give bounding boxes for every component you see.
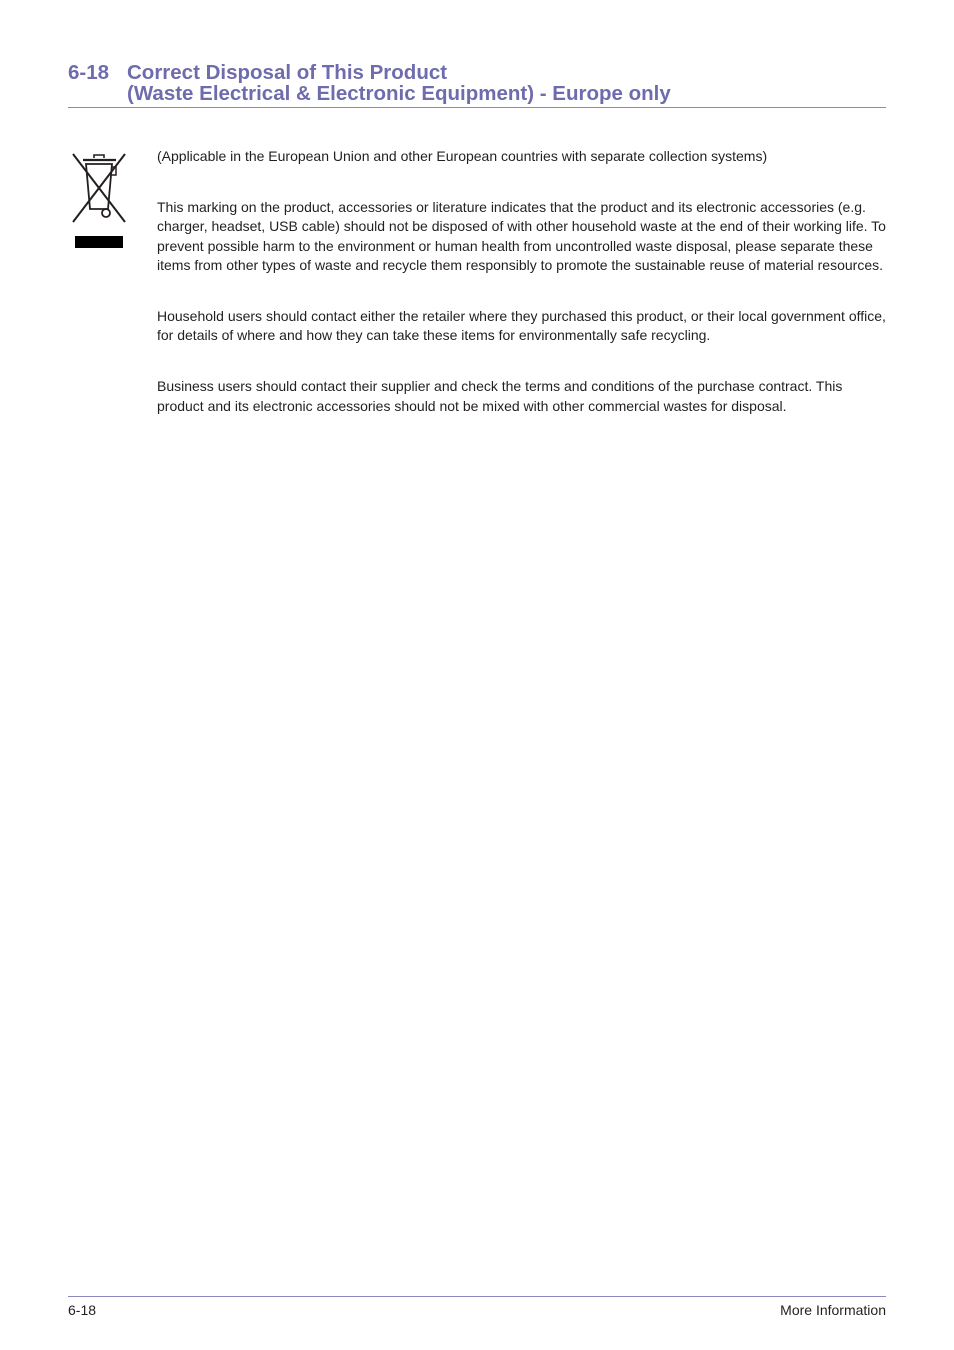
title-line-1: Correct Disposal of This Product [127,61,448,84]
paragraph-applicability: (Applicable in the European Union and other European countries with separate collection systems) [157,148,768,164]
section-title [68,62,886,104]
section-number: 6-18 [68,61,110,84]
footer-page-number: 6-18 [68,1302,97,1318]
weee-crossed-out-bin-icon [70,151,128,251]
paragraph-business-users: Business users should contact their supplier and check the terms and conditions of the purchase contract. This product and its electronic accessories should not be mixed with other commercial wastes for disposal. [157,378,843,414]
paragraph-household-users: Household users should contact either the retailer where they purchased this product, or their local government office, for details of where and how they can take these items for environmentally safe recycling. [157,308,886,344]
page-footer [68,1296,886,1319]
title-line-2: (Waste Electrical & Electronic Equipment) - Europe only [127,82,671,105]
disposal-content [157,147,886,448]
paragraph-marking: This marking on the product, accessories or literature indicates that the product and its electronic accessories (e.g. charger, headset, USB cable) should not be disposed of with other household waste at the end of their working life. To prevent possible harm to the environment or human health from uncontrolled waste disposal, please separate these items from other types of waste and recycle them responsibly to promote the sustainable reuse of material resources. [157,199,886,273]
title-lines [127,62,671,104]
footer-section-name: More Information [780,1302,886,1318]
page-header [68,62,886,108]
